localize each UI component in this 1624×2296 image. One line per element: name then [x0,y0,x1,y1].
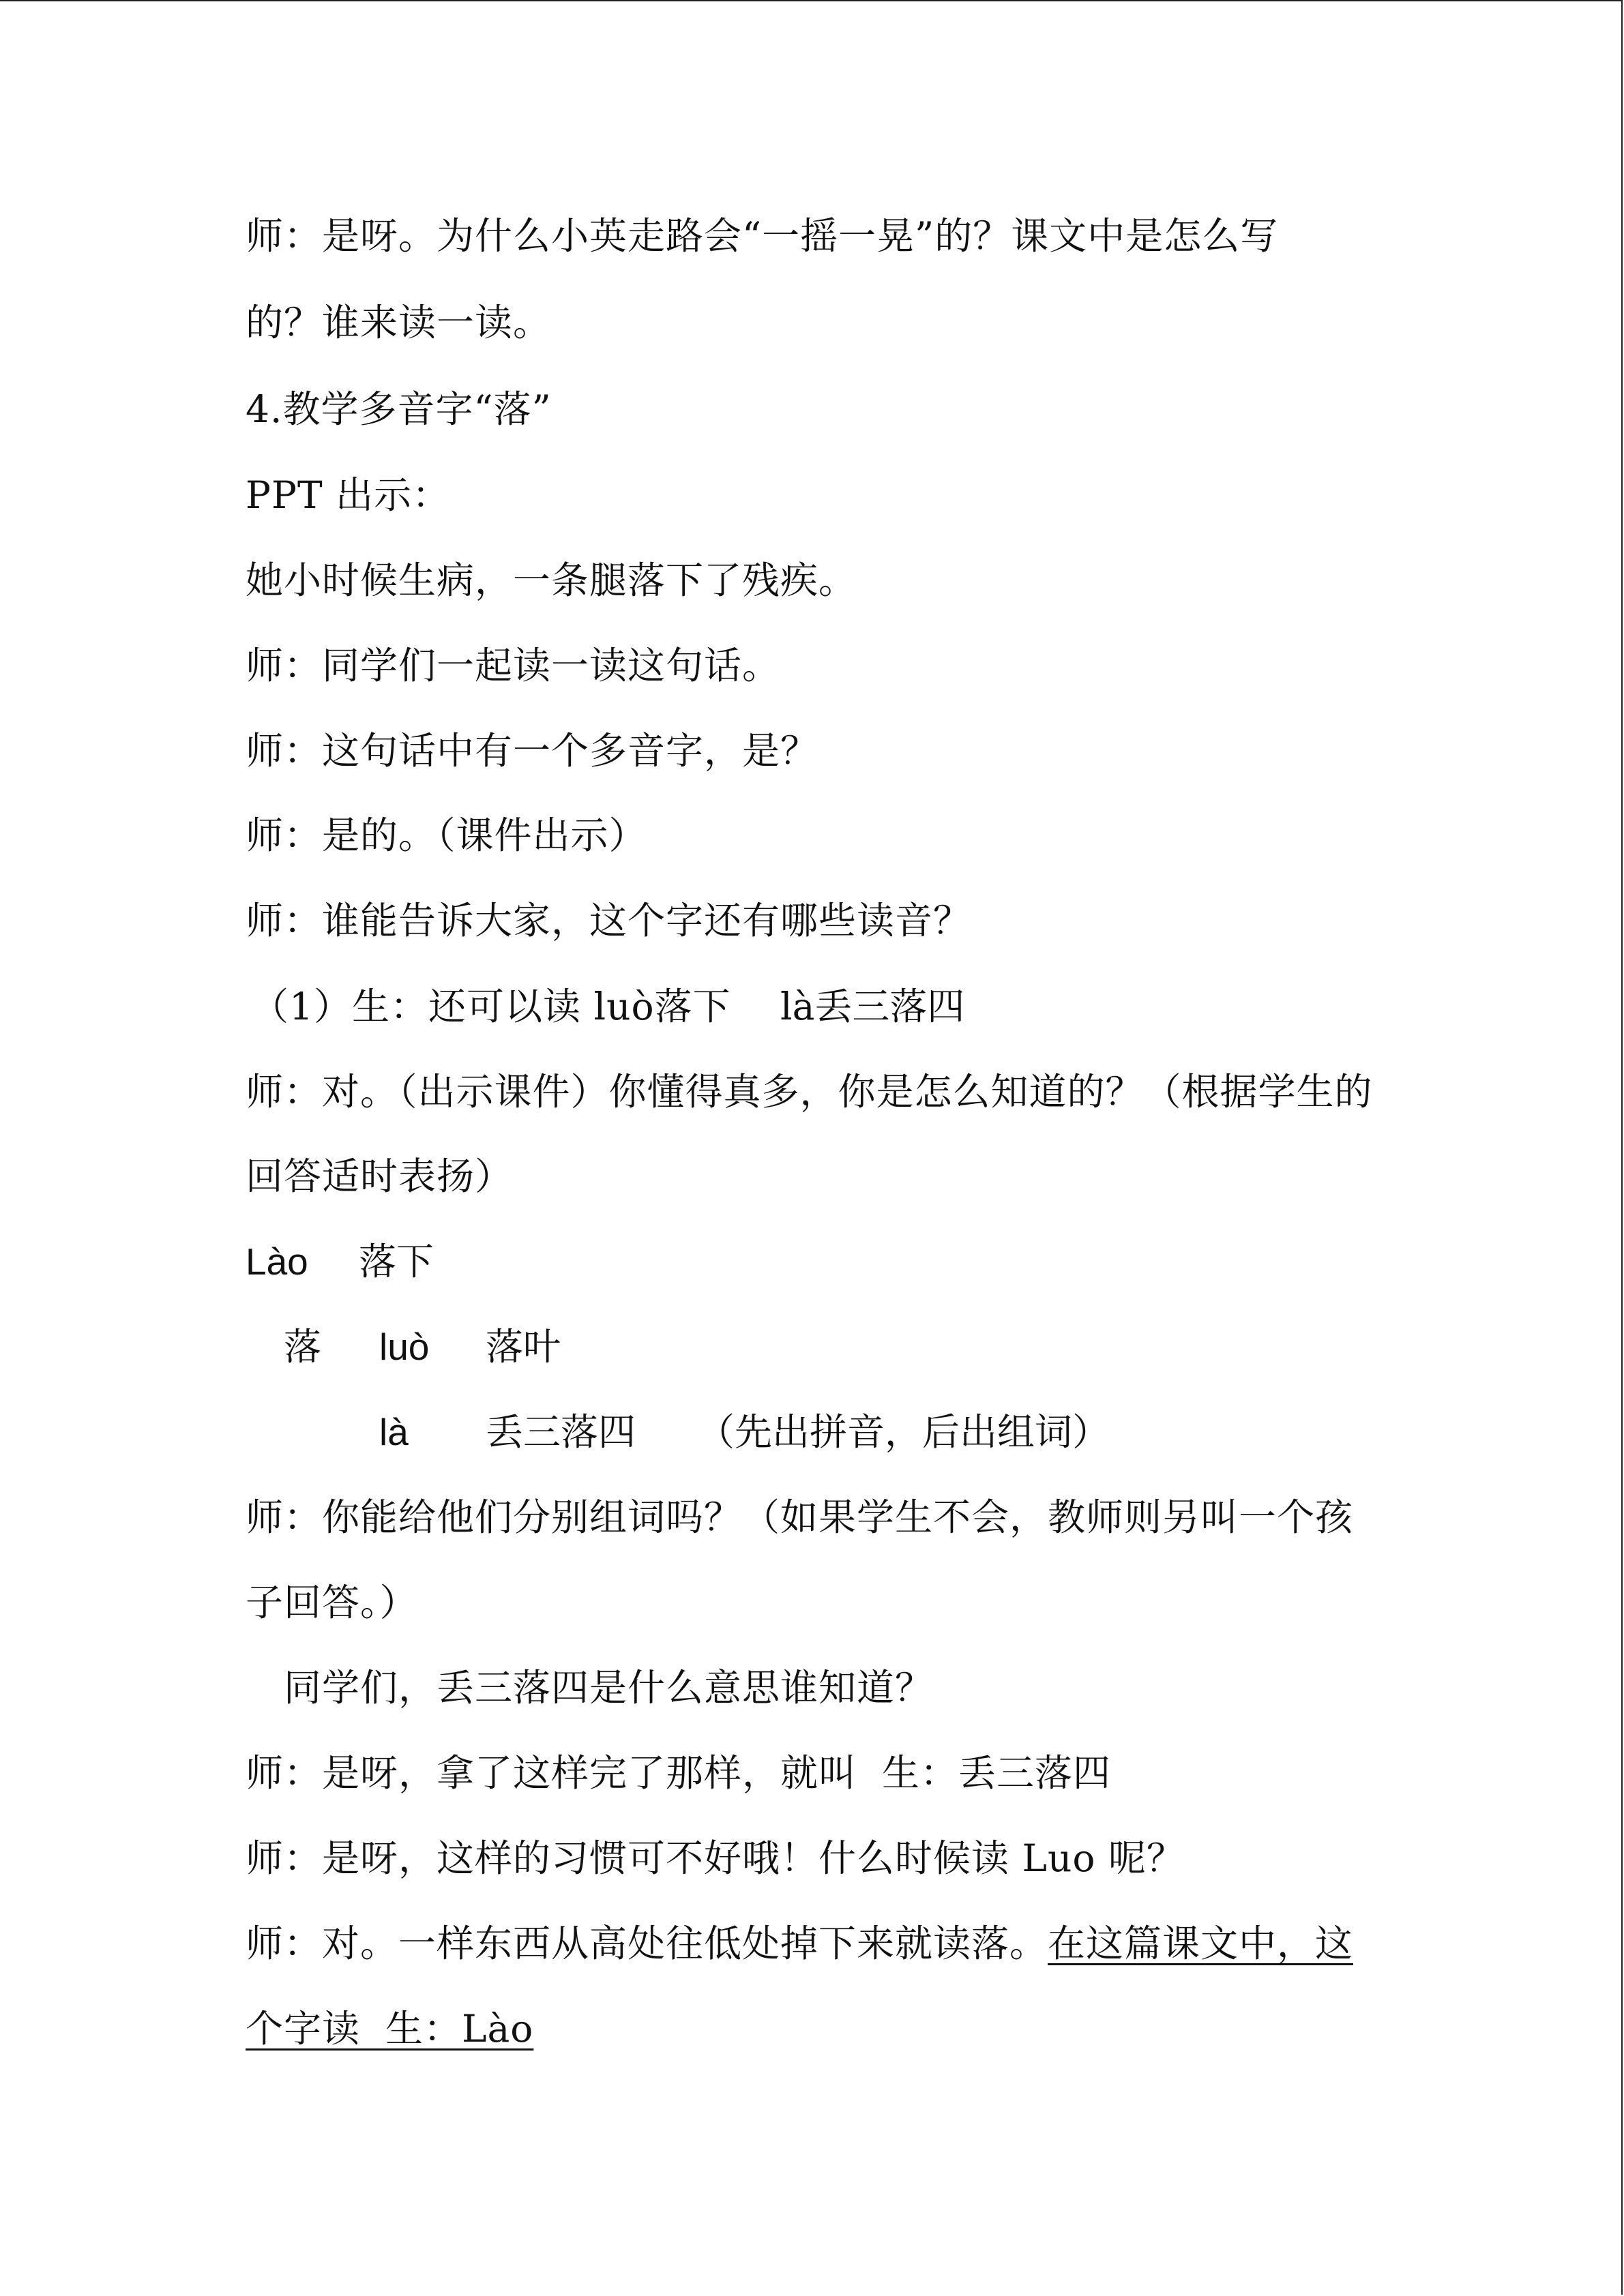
paragraph-line-2: 的？谁来读一读。 [246,301,552,344]
paragraph-line-22 [246,1921,1353,1966]
pinyin-lao: Lào [246,1240,308,1283]
paragraph-line-8: 师：是的。（课件出示） [246,814,647,857]
paragraph-line-23-underlined: 个字读 生：Lào [246,2007,534,2051]
student-answer-la: là丢三落四 [780,985,965,1028]
example-sentence: 她小时候生病，一条腿落下了残疾。 [246,558,857,602]
paragraph-line-17: 师：你能给他们分别组词吗？（如果学生不会，教师则另叫一个孩 [246,1495,1354,1539]
student-answer: （1）生：还可以读 luò落下 [251,985,731,1028]
pinyin-luo: luò [379,1326,430,1368]
paragraph-line-19: 同学们，丢三落四是什么意思谁知道？ [284,1666,934,1710]
paragraph-line-1: 师：是呀。为什么小英走路会“一摇一晃”的？课文中是怎么写 [246,214,1279,258]
paragraph-line-9: 师：谁能告诉大家，这个字还有哪些读音？ [246,899,972,942]
ppt-label: PPT 出示： [246,473,451,517]
paragraph-line-22-plain: 师：对。一样东西从高处往低处掉下来就读落。 [246,1922,1048,1965]
paragraph-line-21: 师：是呀，这样的习惯可不好哦！什么时候读 Luo 呢？ [246,1836,1185,1880]
paragraph-line-20: 师：是呀，拿了这样完了那样，就叫 生：丢三落四 [246,1751,1111,1795]
word-diusanluosi: 丢三落四 [486,1410,636,1454]
word-luoye: 落叶 [486,1325,561,1369]
paragraph-line-6: 师：同学们一起读一读这句话。 [246,644,781,687]
paragraph-line-7: 师：这句话中有一个多音字，是？ [246,729,819,773]
teaching-note: （先出拼音，后出组词） [697,1410,1110,1454]
paragraph-line-12: 回答适时表扬） [246,1154,514,1198]
word-luoxia: 落下 [359,1240,434,1283]
pinyin-la: là [379,1411,409,1453]
section-heading: 4.教学多音字“落” [246,387,552,431]
char-luo: 落 [284,1325,322,1369]
paragraph-line-18: 子回答。） [246,1581,418,1624]
paragraph-line-11: 师：对。（出示课件）你懂得真多，你是怎么知道的？（根据学生的 [246,1070,1373,1114]
paragraph-line-22-underlined: 在这篇课文中，这 [1048,1922,1354,1965]
